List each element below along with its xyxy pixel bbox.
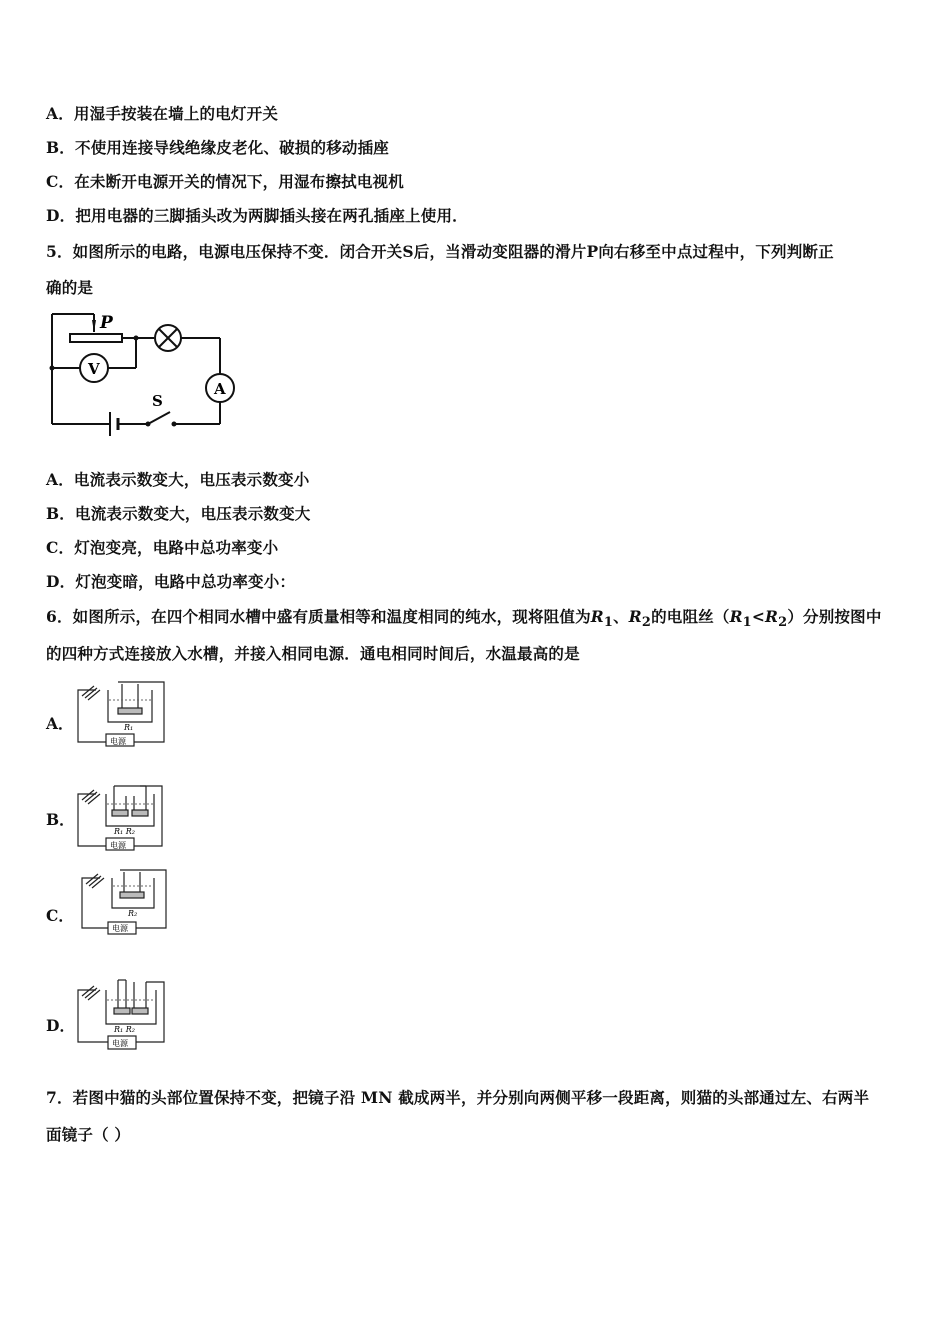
voltmeter-label: V xyxy=(88,360,100,378)
q5-stem-line1: 5．如图所示的电路，电源电压保持不变．闭合开关S后，当滑动变阻器的滑片P向右移至中点过程中，下列判断正 xyxy=(46,242,834,261)
q6-stem-line2: 的四种方式连接放入水槽，并接入相同电源．通电相同时间后，水温最高的是 xyxy=(46,644,580,663)
q5-option-d: D．灯泡变暗，电路中总功率变小： xyxy=(46,572,296,591)
resistor-label: R₁ xyxy=(124,723,134,732)
q6-option-c-label: C． xyxy=(46,906,74,925)
q4-option-d: D．把用电器的三脚插头改为两脚插头接在两孔插座上使用． xyxy=(46,206,468,225)
q4-option-b: B．不使用连接导线绝缘皮老化、破损的移动插座 xyxy=(46,138,390,157)
switch-label: S xyxy=(152,392,163,410)
q5-option-b: B．电流表示数变大，电压表示数变大 xyxy=(46,504,311,523)
q7-stem-line1: 7．若图中猫的头部位置保持不变，把镜子沿 MN 截成两半，并分别向两侧平移一段距离，则猫的头部通过左、右两半 xyxy=(46,1088,870,1107)
q6-option-c-figure xyxy=(78,866,174,938)
resistor-label: R₂ xyxy=(128,909,138,918)
slider-label: P xyxy=(100,313,113,333)
resistors-label: R₁ R₂ xyxy=(114,827,136,836)
ammeter-label: A xyxy=(214,380,226,398)
power-source-label: 电源 xyxy=(112,1039,128,1048)
power-source-label: 电源 xyxy=(110,737,126,746)
q6-option-b-figure xyxy=(74,782,170,852)
q6-stem-line1: 6．如图所示，在四个相同水槽中盛有质量相等和温度相同的纯水，现将阻值为$R_1$、$R_2$的电阻丝$(R_1<R_2)$分别按图中 xyxy=(46,607,882,631)
q5-stem-line2: 确的是 xyxy=(46,278,94,297)
power-source-label: 电源 xyxy=(110,841,126,850)
q6-option-d-figure xyxy=(74,978,170,1052)
q5-option-c: C．灯泡变亮，电路中总功率变小 xyxy=(46,538,279,557)
q4-option-a: A．用湿手按装在墙上的电灯开关 xyxy=(46,104,279,123)
q5-circuit-diagram xyxy=(44,308,244,440)
q5-option-a: A．电流表示数变大，电压表示数变小 xyxy=(46,470,310,489)
q6-option-a-label: A． xyxy=(46,714,74,733)
power-source-label: 电源 xyxy=(112,924,128,933)
q7-stem-line2: 面镜子（ ） xyxy=(46,1125,131,1144)
q6-option-a-figure xyxy=(74,678,170,748)
resistors-label: R₁ R₂ xyxy=(114,1025,136,1034)
q6-option-b-label: B． xyxy=(46,810,75,829)
q4-option-c: C．在未断开电源开关的情况下，用湿布擦拭电视机 xyxy=(46,172,404,191)
q6-option-d-label: D． xyxy=(46,1016,75,1035)
